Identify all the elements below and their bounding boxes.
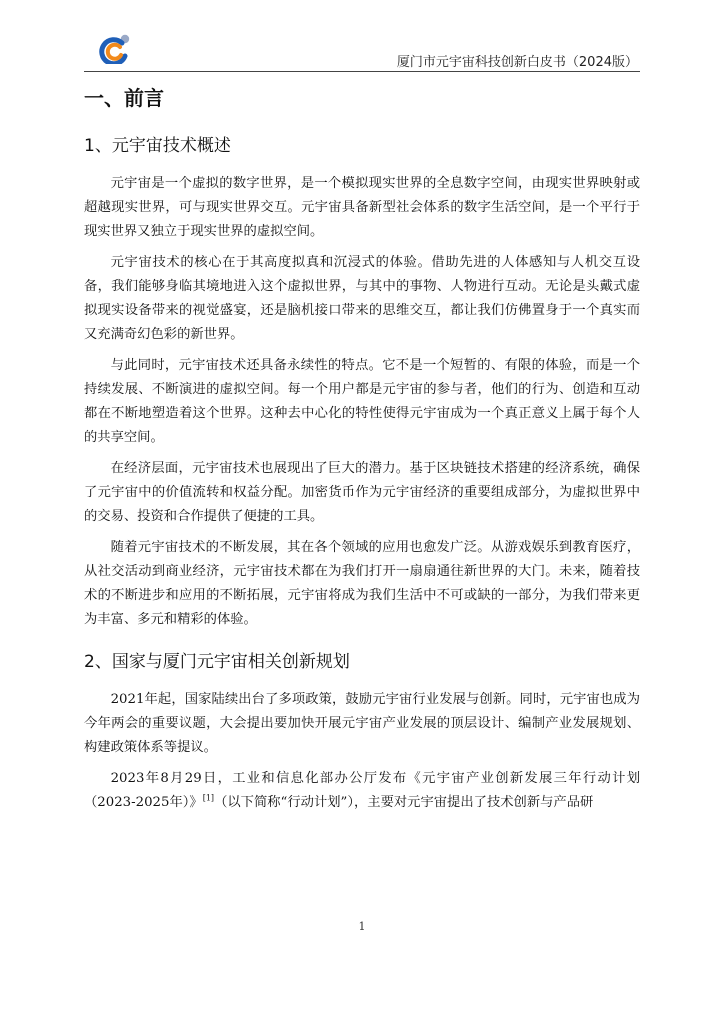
subsection-title: 2、国家与厦门元宇宙相关创新规划 bbox=[84, 652, 350, 672]
paragraph bbox=[84, 767, 640, 815]
paragraph: 在经济层面，元宇宙技术也展现出了巨大的潜力。基于区块链技术搭建的经济系统，确保了元宇宙中的价值流转和权益分配。加密货币作为元宇宙经济的重要组成部分，为虚拟世界中的交易、投资和合作提供了便捷的工具。 bbox=[84, 461, 640, 524]
citation-ref: [1] bbox=[202, 793, 215, 803]
paragraph: 元宇宙是一个虚拟的数字世界，是一个模拟现实世界的全息数字空间，由现实世界映射或超越现实世界，可与现实世界交互。元宇宙具备新型社会体系的数字生活空间，是一个平行于现实世界又独立于现实世界的虚拟空间。 bbox=[84, 176, 640, 239]
header-title: 厦门市元宇宙科技创新白皮书（2024版） bbox=[396, 55, 638, 70]
header-divider bbox=[84, 71, 640, 72]
paragraph-text: （以下简称“行动计划”），主要对元宇宙提出了技术创新与产品研 bbox=[214, 795, 594, 810]
page-number: 1 bbox=[358, 920, 366, 933]
section-title: 一、前言 bbox=[84, 86, 164, 110]
paragraph: 元宇宙技术的核心在于其高度拟真和沉浸式的体验。借助先进的人体感知与人机交互设备，我们能够身临其境地进入这个虚拟世界，与其中的事物、人物进行互动。无论是头戴式虚拟现实设备带来的视觉盛宴，还是脑机接口带来的思维交互，都让我们仿佛置身于一个真实而又充满奇幻色彩的新世界。 bbox=[84, 255, 640, 342]
document-body bbox=[84, 82, 640, 822]
paragraph-text: 2023年8月29日，工业和信息化部办公厅发布《元宇宙产业创新发展三年行动计划（2023-2025年）》 bbox=[84, 771, 640, 810]
paragraph: 随着元宇宙技术的不断发展，其在各个领域的应用也愈发广泛。从游戏娱乐到教育医疗，从社交活动到商业经济，元宇宙技术都在为我们打开一扇扇通往新世界的大门。未来，随着技术的不断进步和应用的不断拓展，元宇宙将成为我们生活中不可或缺的一部分，为我们带来更为丰富、多元和精彩的体验。 bbox=[84, 540, 640, 627]
paragraph: 2021年起，国家陆续出台了多项政策，鼓励元宇宙行业发展与创新。同时，元宇宙也成为今年两会的重要议题，大会提出要加快开展元宇宙产业发展的顶层设计、编制产业发展规划、构建政策体系等提议。 bbox=[84, 692, 640, 755]
subsection-title: 1、元宇宙技术概述 bbox=[84, 136, 231, 156]
logo-icon bbox=[98, 34, 134, 64]
paragraph: 与此同时，元宇宙技术还具备永续性的特点。它不是一个短暂的、有限的体验，而是一个持续发展、不断演进的虚拟空间。每一个用户都是元宇宙的参与者，他们的行为、创造和互动都在不断地塑造着这个世界。这种去中心化的特性使得元宇宙成为一个真正意义上属于每个人的共享空间。 bbox=[84, 358, 640, 445]
